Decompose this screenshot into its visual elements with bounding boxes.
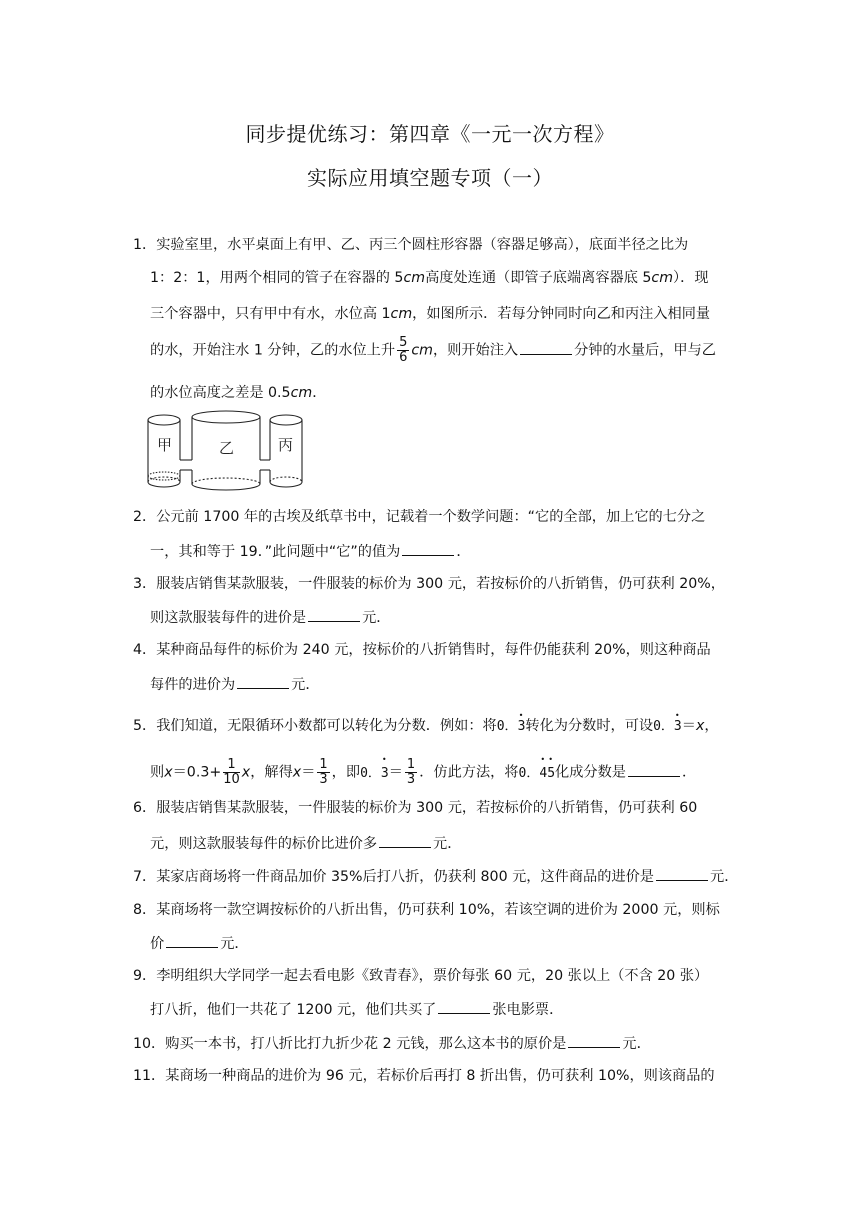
question-text: 服装店销售某款服装，一件服装的标价为 300 元，若按标价的八折销售，仍可获利 20%，: [156, 576, 725, 592]
question-text: 元．: [433, 836, 462, 852]
question-number: 4．: [133, 642, 157, 658]
fraction: $\frac{1}{3}$: [406, 757, 416, 787]
question-text: 实验室里，水平桌面上有甲、乙、丙三个圆柱形容器（容器足够高），底面半径之比为: [156, 237, 689, 253]
question-text: 1：2：1，用两个相同的管子在容器的 5: [150, 270, 404, 286]
question-text: 一，其和等于 19．”此问题中“它”的值为: [150, 544, 401, 560]
question-text: 则这款服装每件的进价是: [150, 610, 307, 626]
variable: x: [241, 764, 251, 781]
unit: cm: [651, 270, 674, 286]
repeating-decimal: 0．• 3: [497, 719, 526, 734]
question-text: 分钟的水量后，甲与乙: [574, 342, 716, 359]
label-jia: 甲: [157, 436, 173, 454]
question-text: 元．: [710, 869, 739, 885]
question-text: 打八折，他们一共花了 1200 元，他们共买了: [150, 1002, 437, 1018]
question-text: 服装店销售某款服装，一件服装的标价为 300 元，若按标价的八折销售，仍可获利 60: [156, 800, 698, 816]
answer-blank[interactable]: [438, 999, 490, 1014]
question-number: 1．: [133, 237, 157, 253]
variable: x: [695, 718, 705, 734]
answer-blank[interactable]: [379, 833, 431, 848]
question-text: 价: [150, 936, 165, 952]
variable: x: [292, 764, 302, 781]
question-number: 11．: [133, 1068, 166, 1084]
question-text: 元．: [220, 936, 249, 952]
question-text: 李明组织大学同学一起去看电影《致青春》，票价每张 60 元，20 张以上（不含 20 张）: [156, 968, 709, 984]
answer-blank[interactable]: [402, 541, 454, 556]
question-number: 2．: [133, 509, 157, 525]
question-text: ，解得: [250, 764, 293, 781]
question-text: 元．: [622, 1036, 651, 1052]
question-number: 5．: [133, 718, 157, 734]
fraction: [397, 336, 409, 365]
question-text: 转化为分数时，可设: [525, 718, 654, 734]
question-text: 的水，开始注水 1 分钟，乙的水位上升: [150, 342, 396, 359]
question-text: 公元前 1700 年的古埃及纸草书中，记载着一个数学问题：“它的全部，加上它的七分之: [156, 509, 706, 525]
question-number: 10．: [133, 1036, 166, 1052]
fraction-numerator: 5: [399, 335, 408, 350]
question-text: 高度处连通（即管子底端离容器底 5: [425, 270, 652, 286]
cylinder-figure: [140, 408, 305, 498]
question-text: 三个容器中，只有甲中有水，水位高 1: [150, 306, 391, 322]
question-text: 元．: [362, 610, 391, 626]
label-bing: 丙: [278, 436, 294, 454]
fraction: $\frac{1}{10}$: [223, 757, 240, 787]
question-text: 元，则这款服装每件的标价比进价多: [150, 836, 378, 852]
question-number: 3．: [133, 576, 157, 592]
question-number: 9．: [133, 968, 157, 984]
unit: cm: [411, 342, 433, 359]
fraction-denominator: 6: [399, 350, 408, 365]
question-text: 的水位高度之差是 0.5: [150, 385, 291, 401]
question-text: ）．现: [673, 270, 709, 286]
question-text: ，如图所示．若每分钟同时向乙和丙注入相同量: [412, 306, 711, 322]
question-text: 化成分数是: [555, 764, 626, 781]
question-text: ，则开始注入: [432, 342, 519, 359]
worksheet-subtitle: 实际应用填空题专项（一）: [307, 166, 553, 190]
question-number: 6．: [133, 800, 157, 816]
answer-blank[interactable]: [520, 340, 572, 355]
question-text: 某商场一种商品的进价为 96 元，若标价后再打 8 折出售，仍可获利 10%，则该商品的: [165, 1068, 715, 1084]
question-text: 则: [150, 764, 165, 781]
answer-blank[interactable]: [656, 866, 708, 881]
repeating-decimal: 0．• 3: [653, 719, 682, 734]
question-text: ．: [312, 385, 327, 401]
answer-blank[interactable]: [628, 762, 680, 777]
question-text: 张电影票．: [492, 1002, 564, 1018]
question-number: 7．: [133, 869, 157, 885]
unit: cm: [390, 306, 413, 322]
unit: cm: [290, 385, 313, 401]
question-number: 8．: [133, 902, 157, 918]
question-text: ，即: [331, 764, 361, 781]
answer-blank[interactable]: [237, 674, 289, 689]
question-text: 某家店商场将一件商品加价 35%后打八折，仍获利 800 元，这件商品的进价是: [156, 869, 654, 885]
worksheet-title: 同步提优练习：第四章《一元一次方程》: [245, 122, 615, 146]
answer-blank[interactable]: [308, 607, 360, 622]
question-text: 每件的进价为: [150, 677, 236, 693]
question-text: 元．: [291, 677, 320, 693]
answer-blank[interactable]: [568, 1033, 620, 1048]
repeating-decimal: 0．• 4• 5: [519, 766, 555, 781]
unit: cm: [403, 270, 426, 286]
question-text: 购买一本书，打八折比打九折少花 2 元钱，那么这本书的原价是: [165, 1036, 567, 1052]
question-text: 某商场将一款空调按标价的八折出售，仍可获利 10%，若该空调的进价为 2000 元，则标: [156, 902, 720, 918]
question-text: 我们知道，无限循环小数都可以转化为分数．例如：将: [156, 718, 497, 734]
answer-blank[interactable]: [166, 933, 218, 948]
cylinder-jia-top: [148, 415, 180, 425]
question-text: 某种商品每件的标价为 240 元，按标价的八折销售时，每件仍能获利 20%，则这种商品: [156, 642, 711, 658]
question-text: ．: [456, 544, 471, 560]
label-yi: 乙: [219, 439, 235, 457]
fraction: $\frac{1}{3}$: [319, 757, 328, 787]
cylinder-bing-top: [270, 415, 302, 425]
repeating-decimal: 0．• 3: [360, 766, 389, 781]
variable: x: [164, 764, 173, 781]
worksheet-page: 同步提优练习：第四章《一元一次方程》 实际应用填空题专项（一） 1．实验室里，水平桌面上有甲、乙、丙三个圆柱形容器（容器足够高），底面半径之比为 1：2：1，用两个相同的管子在容器的 5cm高度处连通（即管子底端离容器底 5cm）．现 三个容器中，只有甲中有水，水位高 1cm，如图所示．若每分钟同时向乙和丙注入相同量 的水，开始注水 1 分钟，乙的水位上升 $\frac{5}{6}$ cm，则开始注入 分钟的水量后，甲与乙 的水位高度之差是 0.5cm． 甲 乙 丙 2．公元前 1700 年的古埃及纸草书中，记载着一个数学问题：“它的全部，加上它的七分之 一，其和等于 19．”此问题中“它”的值为 ． 3．服装店销售某款服装，一件服装的标价为 300 元，若按标价的八折销售，仍可获利 20%， 则这款服装每件的进价是 元． 4．某种商品每件的标价为 240 元，按标价的八折销售时，每件仍能获利 20%，则这种商品 每件的进价为 元． 5．我们知道，无限循环小数都可以转化为分数．例如：将0．• 3转化为分数时，可设0．• 3＝x， 则x＝0.3+ $\frac{1}{10}$ x，解得x＝ $\frac{1}{3}$ ，即0．• 3＝ $\frac{1}{3}$ ．仿此方法，将0．• 4• 5化成分数是 ． 6．服装店销售某款服装，一件服装的标价为 300 元，若按标价的八折销售，仍可获利 60 元，则这款服装每件的标价比进价多 元． 7．某家店商场将一件商品加价 35%后打八折，仍获利 800 元，这件商品的进价是 元． 8．某商场将一款空调按标价的八折出售，仍可获利 10%，若该空调的进价为 2000 元，则标 价 元． 9．李明组织大学同学一起去看电影《致青春》，票价每张 60 元，20 张以上（不含 20 张） 打八折，他们一共花了 1200 元，他们共买了 张电影票． 10．购买一本书，打八折比打九折少花 2 元钱，那么这本书的原价是 元． 11．某商场一种商品的进价为 96 元，若标价后再打 8 折出售，仍可获利 10%，则该商品的: [0, 0, 860, 1216]
question-text: ．仿此方法，将: [419, 764, 519, 781]
cylinder-yi-top: [192, 411, 260, 423]
